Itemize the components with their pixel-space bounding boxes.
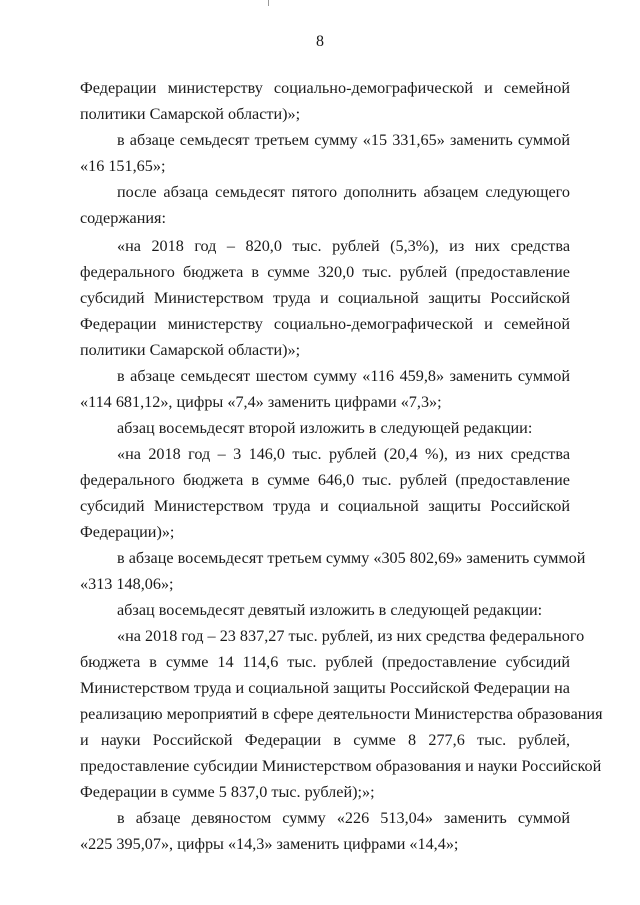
text-line: федерального бюджета в сумме 320,0 тыс. рублей (предоставление	[80, 263, 570, 281]
text-line: в абзаце семьдесят третьем сумму «15 331,65» заменить суммой	[117, 131, 570, 149]
page-number: 8	[316, 33, 324, 50]
text-line: Федерации в сумме 5 837,0 тыс. рублей);»;	[80, 783, 375, 801]
text-line: после абзаца семьдесят пятого дополнить абзацем следующего	[117, 183, 570, 201]
text-line: федерального бюджета в сумме 646,0 тыс. рублей (предоставление	[80, 471, 570, 489]
text-line: «16 151,65»;	[80, 157, 166, 175]
text-line: абзац восемьдесят второй изложить в следующей редакции:	[117, 419, 533, 437]
text-line: «114 681,12», цифры «7,4» заменить цифрами «7,3»;	[80, 393, 442, 411]
text-line: реализацию мероприятий в сфере деятельности Министерства образования	[80, 705, 603, 723]
text-line: «313 148,06»;	[80, 575, 174, 593]
text-line: субсидий Министерством труда и социальной защиты Российской	[80, 497, 570, 515]
text-line: и науки Российской Федерации в сумме 8 277,6 тыс. рублей,	[80, 731, 570, 749]
text-line: абзац восемьдесят девятый изложить в следующей редакции:	[117, 601, 543, 619]
text-line: в абзаце девяностом сумму «226 513,04» заменить суммой	[117, 809, 570, 827]
text-line: в абзаце семьдесят шестом сумму «116 459,8» заменить суммой	[117, 367, 570, 385]
text-line: политики Самарской области)»;	[80, 105, 301, 123]
text-line: в абзаце восемьдесят третьем сумму «305 802,69» заменить суммой	[117, 549, 586, 567]
text-line: бюджета в сумме 14 114,6 тыс. рублей (предоставление субсидий	[80, 653, 570, 671]
text-line: «на 2018 год – 3 146,0 тыс. рублей (20,4 %), из них средства	[117, 445, 570, 463]
text-line: субсидий Министерством труда и социальной защиты Российской	[80, 289, 570, 307]
text-line: политики Самарской области)»;	[80, 341, 301, 359]
text-line: «на 2018 год – 23 837,27 тыс. рублей, из них средства федерального	[117, 627, 585, 645]
text-line: «на 2018 год – 820,0 тыс. рублей (5,3%), из них средства	[117, 237, 570, 255]
text-line: Министерством труда и социальной защиты Российской Федерации на	[80, 679, 570, 697]
text-line: Федерации)»;	[80, 523, 175, 541]
text-line: Федерации министерству социально-демографической и семейной	[80, 79, 570, 97]
text-line: содержания:	[80, 209, 166, 227]
text-line: предоставление субсидии Министерством образования и науки Российской	[80, 757, 602, 775]
scan-mark	[268, 0, 269, 6]
text-line: «225 395,07», цифры «14,3» заменить цифрами «14,4»;	[80, 835, 459, 853]
text-line: Федерации министерству социально-демографической и семейной	[80, 315, 570, 333]
